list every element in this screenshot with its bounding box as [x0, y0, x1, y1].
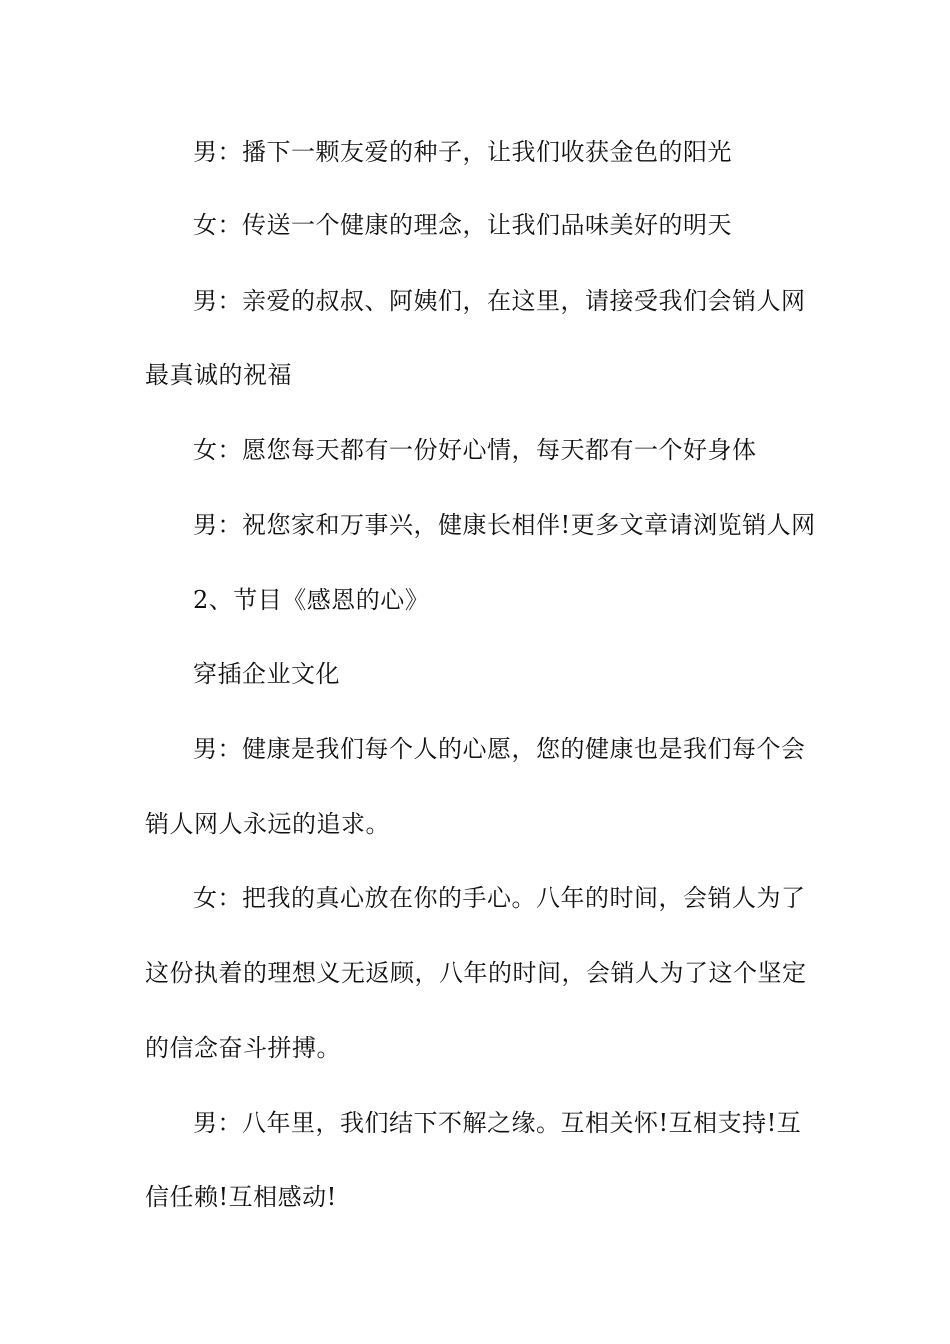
paragraph-line-11: 女：把我的真心放在你的手心。八年的时间，会销人为了 [193, 884, 806, 912]
paragraph-line-3: 男：亲爱的叔叔、阿姨们，在这里，请接受我们会销人网 [193, 287, 806, 315]
paragraph-line-12: 这份执着的理想义无返顾，八年的时间，会销人为了这个坚定 [145, 959, 807, 987]
paragraph-line-4: 最真诚的祝福 [145, 361, 292, 389]
paragraph-line-2: 女：传送一个健康的理念，让我们品味美好的明天 [193, 211, 732, 239]
paragraph-line-13: 的信念奋斗拼搏。 [145, 1034, 341, 1062]
paragraph-line-9: 男：健康是我们每个人的心愿，您的健康也是我们每个会 [193, 735, 806, 763]
paragraph-line-14: 男：八年里，我们结下不解之缘。互相关怀!互相支持!互 [193, 1109, 802, 1137]
paragraph-line-15: 信任赖!互相感动! [145, 1183, 337, 1211]
paragraph-line-6: 男：祝您家和万事兴，健康长相伴!更多文章请浏览销人网 [193, 511, 816, 539]
paragraph-line-1: 男：播下一颗友爱的种子，让我们收获金色的阳光 [193, 138, 732, 166]
paragraph-line-5: 女：愿您每天都有一份好心情，每天都有一个好身体 [193, 436, 757, 464]
paragraph-line-10: 销人网人永远的追求。 [145, 810, 390, 838]
paragraph-line-8: 穿插企业文化 [193, 660, 340, 688]
section-heading: 2、节目《感恩的心》 [193, 586, 430, 614]
